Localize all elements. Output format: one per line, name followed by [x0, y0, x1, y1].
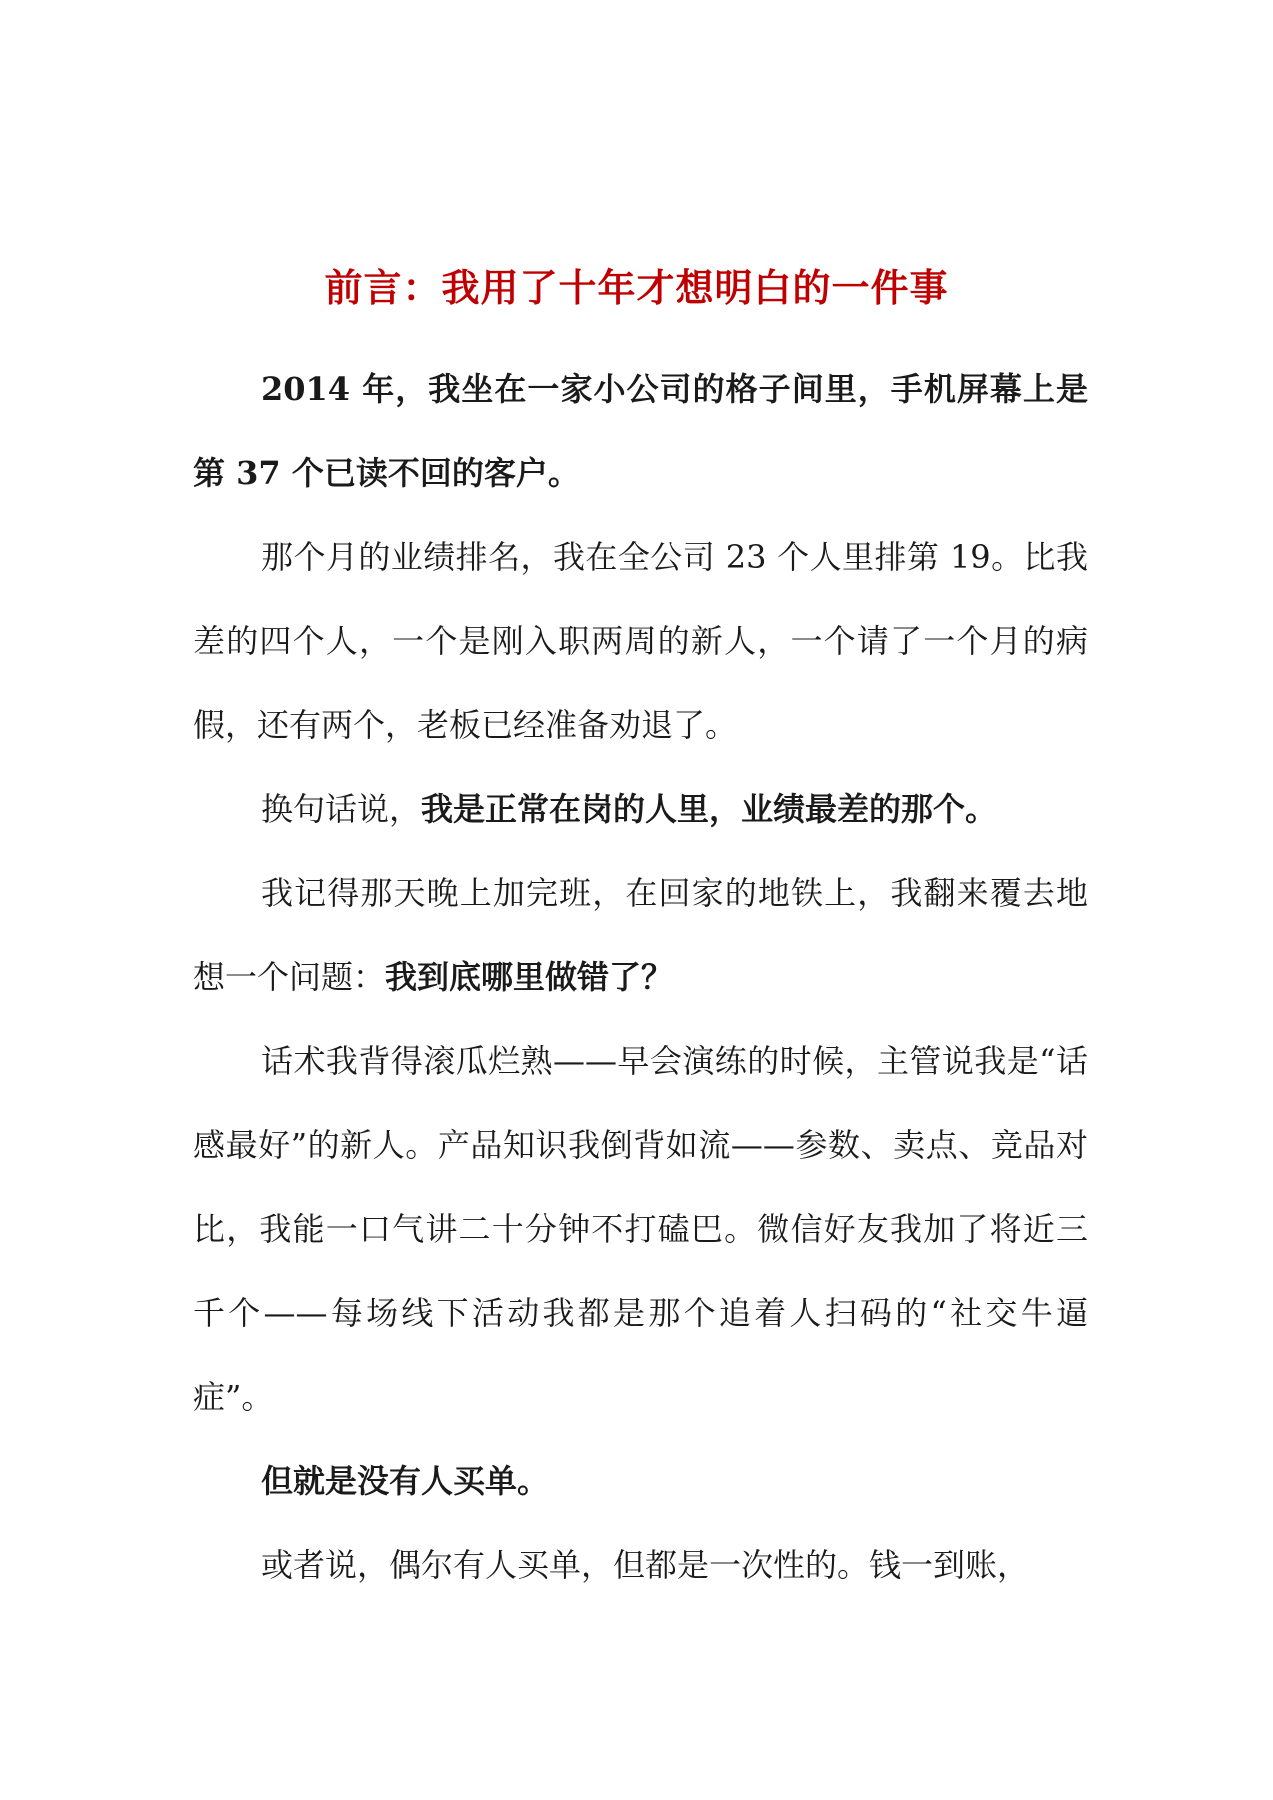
paragraph: [193, 515, 1088, 767]
paragraph-text: 或者说，偶尔有人买单，但都是一次性的。钱一到账，: [261, 1546, 1030, 1584]
paragraph-text: 那个月的业绩排名，我在全公司 23 个人里排第 19。比我差的四个人，一个是刚入职两周的新人，一个请了一个月的病假，还有两个，老板已经准备劝退了。: [193, 538, 1088, 744]
paragraph: [193, 851, 1088, 1019]
bold-text: 2014 年，我坐在一家小公司的格子间里，手机屏幕上是第 37 个已读不回的客户。: [193, 370, 1088, 492]
paragraph: [193, 1523, 1088, 1607]
bold-text: 但就是没有人买单。: [261, 1462, 550, 1500]
paragraph-text: 我记得那天晚上加完班，在回家的地铁上，我翻来覆去地想一个问题：: [193, 874, 1088, 996]
document-body: [193, 347, 1088, 1607]
paragraph: [193, 1439, 1088, 1523]
bold-text: 我到底哪里做错了？: [385, 958, 674, 996]
paragraph: [193, 347, 1088, 515]
bold-text: 我是正常在岗的人里，业绩最差的那个。: [421, 790, 998, 828]
paragraph: [193, 1019, 1088, 1439]
page-title: 前言：我用了十年才想明白的一件事: [324, 265, 949, 310]
paragraph-text: 话术我背得滚瓜烂熟——早会演练的时候，主管说我是“话感最好”的新人。产品知识我倒背如流——参数、卖点、竞品对比，我能一口气讲二十分钟不打磕巴。微信好友我加了将近三千个——每场线下活动我都是那个追着人扫码的“社交牛逼症”。: [193, 1042, 1088, 1416]
paragraph-text: 换句话说，: [261, 790, 422, 828]
paragraph: [193, 767, 1088, 851]
